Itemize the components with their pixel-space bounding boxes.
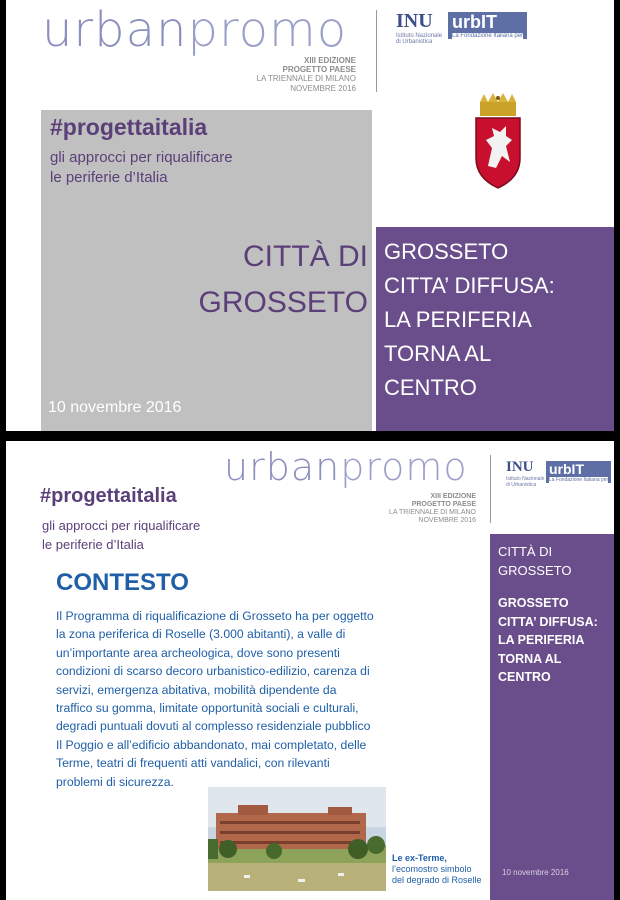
project-title-line: TORNA AL bbox=[384, 341, 492, 366]
grosseto-crest-icon bbox=[466, 92, 530, 192]
city-name bbox=[156, 234, 368, 326]
logo-rest-text: promo bbox=[340, 445, 468, 489]
urbit-text: urbIT bbox=[549, 461, 584, 477]
context-body bbox=[56, 607, 486, 791]
project-title bbox=[384, 235, 555, 405]
body-line: condizioni di scarso decoro urbanistico-edilizio, carenza di bbox=[56, 664, 370, 679]
subtitle-line-1: gli approcci per riqualificare bbox=[50, 149, 233, 166]
month-label: NOVEMBRE 2016 bbox=[418, 517, 476, 525]
edition-block bbox=[216, 56, 356, 93]
body-line: servizi, emergenza abitativa, mobilità dipendente da bbox=[56, 682, 337, 697]
slide-date: 10 novembre 2016 bbox=[48, 399, 182, 416]
purple-panel bbox=[376, 227, 614, 431]
section-title: CONTESTO bbox=[56, 569, 189, 596]
urbit-text: urbIT bbox=[452, 12, 497, 32]
inu-text: INU bbox=[506, 459, 534, 475]
body-line: Il Programma di riqualificazione di Grosseto ha per oggetto bbox=[56, 609, 374, 623]
project-label: PROGETTO PAESE bbox=[411, 501, 476, 509]
project-title-line: CITTA’ DIFFUSA: bbox=[384, 273, 555, 298]
project-title-line: CENTRO bbox=[384, 375, 477, 400]
venue-label: LA TRIENNALE DI MILANO bbox=[388, 509, 476, 517]
sidebar-title bbox=[498, 594, 598, 687]
sidebar-date: 10 novembre 2016 bbox=[502, 868, 569, 877]
urbanpromo-logo bbox=[42, 2, 347, 58]
body-line: problemi di sicurezza. bbox=[56, 774, 174, 789]
venue-label: LA TRIENNALE DI MILANO bbox=[256, 74, 356, 84]
caption-line: l’ecomostro simbolo bbox=[392, 864, 472, 874]
city-line-2: GROSSETO bbox=[498, 563, 572, 578]
project-label: PROGETTO PAESE bbox=[282, 65, 356, 75]
inu-text: INU bbox=[396, 10, 433, 32]
header-divider bbox=[490, 455, 491, 523]
body-line: Terme, teatri di frequenti atti vandalici, con rilevanti bbox=[56, 756, 330, 771]
logo-main-text: urban bbox=[224, 445, 341, 489]
month-label: NOVEMBRE 2016 bbox=[290, 83, 356, 93]
hashtag-title: #progettaitalia bbox=[40, 485, 177, 507]
edition-block bbox=[336, 493, 476, 525]
sidebar-title-line: TORNA AL bbox=[498, 651, 562, 666]
city-line-2: GROSSETO bbox=[198, 286, 368, 319]
urbanpromo-logo bbox=[224, 445, 468, 489]
sidebar-title-line: LA PERIFERIA bbox=[498, 633, 585, 647]
inu-logo bbox=[396, 10, 446, 45]
city-line-1: CITTÀ DI bbox=[498, 544, 553, 559]
body-line: Il Poggio e all’edificio abbandonato, mai completato, delle bbox=[56, 737, 367, 752]
urbit-logo bbox=[546, 461, 611, 483]
sidebar-title-line: CITTA’ DIFFUSA: bbox=[498, 614, 598, 629]
urbit-logo bbox=[448, 12, 527, 39]
subtitle bbox=[42, 516, 200, 554]
caption-line: del degrado di Roselle bbox=[392, 875, 482, 885]
project-title-line: LA PERIFERIA bbox=[384, 307, 532, 332]
logo-main-text: urban bbox=[42, 2, 188, 58]
inu-subtitle: Istituto Nazionale di Urbanistica bbox=[506, 476, 545, 488]
ex-terme-photo bbox=[208, 787, 386, 891]
slide-context bbox=[6, 441, 614, 900]
subtitle-line-2: le periferie d’Italia bbox=[42, 537, 144, 552]
slide-title bbox=[6, 0, 614, 431]
inu-logo bbox=[506, 459, 546, 488]
hashtag-title: #progettaitalia bbox=[50, 114, 208, 140]
body-line: la zona periferica di Roselle (3.000 abitanti), a valle di bbox=[56, 627, 346, 642]
edition-label: XIII EDIZIONE bbox=[430, 493, 476, 500]
logo-rest-text: promo bbox=[187, 2, 348, 58]
sidebar-city bbox=[498, 542, 571, 580]
caption-title: Le ex-Terme, bbox=[392, 853, 447, 863]
purple-sidebar bbox=[490, 534, 614, 900]
urbit-subtitle: La Fondazione Italiana per bbox=[452, 33, 524, 39]
subtitle-line-2: le periferie d’Italia bbox=[50, 169, 168, 186]
project-title-line: GROSSETO bbox=[384, 239, 509, 264]
sidebar-title-line: CENTRO bbox=[498, 670, 551, 684]
header-divider bbox=[376, 10, 377, 92]
city-line-1: CITTÀ DI bbox=[243, 240, 368, 273]
subtitle-line-1: gli approcci per riqualificare bbox=[42, 518, 201, 533]
edition-label: XIII EDIZIONE bbox=[303, 56, 356, 65]
inu-subtitle: Istituto Nazionale di Urbanistica bbox=[396, 33, 443, 45]
sidebar-title-line: GROSSETO bbox=[498, 596, 569, 610]
photo-caption bbox=[392, 853, 482, 886]
body-line: un’importante area archeologica, dove sono presenti bbox=[56, 645, 340, 660]
body-line: degradi puntuali dovuti al complesso residenziale pubblico bbox=[56, 719, 371, 734]
body-line: traffico su gomma, limitate opportunità sociali e culturali, bbox=[56, 701, 359, 716]
subtitle bbox=[50, 148, 233, 188]
urbit-subtitle: La Fondazione Italiana per bbox=[549, 477, 609, 483]
